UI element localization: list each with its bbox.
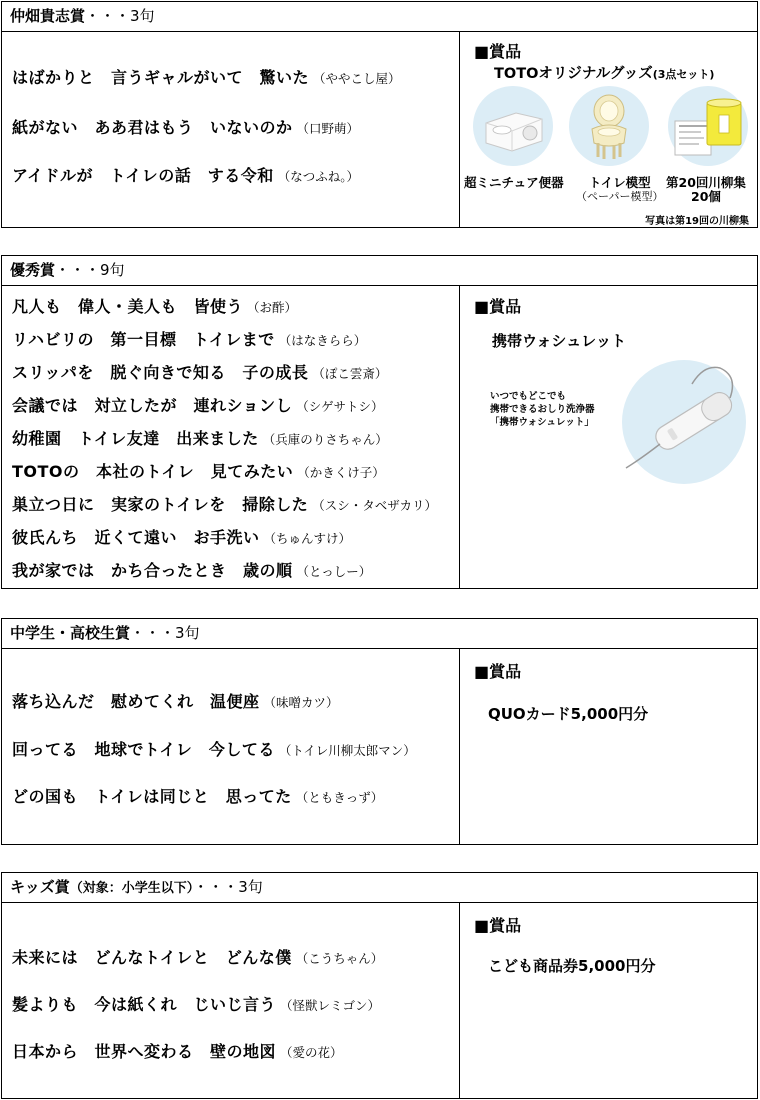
item-label: 超ミニチュア便器 xyxy=(464,175,564,190)
poem-entry xyxy=(12,65,401,88)
miniature-toilet-icon xyxy=(472,85,554,167)
poem-entry xyxy=(12,294,297,317)
washlet-note-line: 携帯できるおしり洗浄器 xyxy=(490,404,595,415)
poem-text: 幼稚園 トイレ友達 出来ました xyxy=(12,429,259,448)
poem-author: （スシ・タベザカリ） xyxy=(312,498,437,513)
poem-text: 凡人も 偉人・美人も 皆使う xyxy=(12,297,244,316)
poem-entry xyxy=(12,525,351,548)
prize-label: ■賞品 xyxy=(474,297,522,316)
section-kids-award xyxy=(1,872,758,1099)
portable-washlet-icon xyxy=(612,358,752,486)
poem-author: （トイレ川柳太郎マン） xyxy=(278,743,416,758)
poem-text: 回ってる 地球でトイレ 今してる xyxy=(12,740,275,759)
poem-author: （シゲサトシ） xyxy=(296,399,384,414)
item-label-note: 20個 xyxy=(691,189,721,204)
poem-author: （なつふね。） xyxy=(277,169,360,184)
item-label xyxy=(576,176,663,204)
poem-author: （怪獣レミゴン） xyxy=(280,998,381,1013)
prize-name: 携帯ウォシュレット xyxy=(492,332,626,350)
section-count: ・・・3句 xyxy=(85,7,155,25)
poem-entry xyxy=(12,327,366,350)
poem-entry xyxy=(12,492,437,515)
poem-list xyxy=(2,32,459,228)
poem-text: 彼氏んち 近くて遠い お手洗い xyxy=(12,528,260,547)
poem-author: （愛の花） xyxy=(280,1045,343,1060)
prize-label: ■賞品 xyxy=(474,42,522,61)
poem-entry xyxy=(12,992,380,1015)
poem-entry xyxy=(12,945,383,968)
poem-entry xyxy=(12,163,359,186)
poem-entry xyxy=(12,558,371,581)
poem-entry xyxy=(12,689,339,712)
prize-name xyxy=(494,62,714,83)
poem-list xyxy=(2,286,459,589)
section-header xyxy=(2,256,757,286)
section-header xyxy=(2,619,757,649)
section-count: ・・・3句 xyxy=(130,624,200,642)
prize-name: QUOカード5,000円分 xyxy=(488,705,649,723)
section-title: 仲畑貴志賞 xyxy=(10,7,86,25)
poem-text: 紙がない ああ君はもう いないのか xyxy=(12,118,293,137)
item-label-note: （ペーパー模型） xyxy=(576,190,664,203)
poem-author: （味噌カツ） xyxy=(263,695,339,710)
poem-entry xyxy=(12,360,387,383)
section-title: 中学生・高校生賞 xyxy=(10,624,131,642)
poem-author: （口野萌） xyxy=(296,121,360,136)
poem-list xyxy=(2,649,459,845)
section-count: ・・・9句 xyxy=(55,261,125,279)
senryu-booklet-icon xyxy=(667,85,749,167)
poem-list xyxy=(2,903,459,1099)
item-label-main: 第20回川柳集 xyxy=(666,175,746,190)
poem-author: （ともきっず） xyxy=(295,790,384,805)
prize-panel xyxy=(459,32,757,228)
poem-text: 我が家では かち合ったとき 歳の順 xyxy=(12,561,293,580)
prize-label: ■賞品 xyxy=(474,662,522,681)
poem-text: 髪よりも 今は紙くれ じいじ言う xyxy=(12,995,277,1014)
poem-author: （ちゅんすけ） xyxy=(263,531,352,546)
poem-text: はばかりと 言うギャルがいて 驚いた xyxy=(12,68,310,87)
item-label-main: トイレ模型 xyxy=(588,175,651,190)
poem-author: （ぽこ雲斎） xyxy=(312,366,388,381)
item-label xyxy=(666,176,746,204)
prize-panel xyxy=(459,903,757,1099)
poem-author: （はなきらら） xyxy=(278,333,367,348)
poem-text: 落ち込んだ 慰めてくれ 温便座 xyxy=(12,692,260,711)
section-header xyxy=(2,2,757,32)
prize-name-note: (3点セット) xyxy=(652,68,715,81)
poem-text: 未来には どんなトイレと どんな僕 xyxy=(12,948,292,967)
poem-author: （こうちゃん） xyxy=(295,951,384,966)
poem-text: アイドルが トイレの話 する令和 xyxy=(12,166,274,185)
prize-name: こども商品券5,000円分 xyxy=(488,957,656,975)
prize-panel xyxy=(459,286,757,589)
paper-toilet-model-icon xyxy=(568,85,650,167)
section-count: ・・・3句 xyxy=(193,878,263,896)
poem-entry xyxy=(12,459,385,482)
section-student-award xyxy=(1,618,758,845)
section-excellence-award xyxy=(1,255,758,589)
poem-author: （兵庫のりさちゃん） xyxy=(262,432,388,447)
poem-entry xyxy=(12,1039,343,1062)
poem-author: （かきくけ子） xyxy=(297,465,385,480)
poem-entry xyxy=(12,393,383,416)
poem-entry xyxy=(12,784,383,807)
poem-text: リハビリの 第一目標 トイレまで xyxy=(12,330,275,349)
poem-text: TOTOの 本社のトイレ 見てみたい xyxy=(12,462,294,481)
washlet-note-line: 「携帯ウォシュレット」 xyxy=(490,417,594,428)
poem-entry xyxy=(12,737,416,760)
poem-text: スリッパを 脱ぐ向きで知る 子の成長 xyxy=(12,363,309,382)
prize-panel xyxy=(459,649,757,845)
poem-author: （とっしー） xyxy=(296,564,372,579)
poem-author: （お酢） xyxy=(247,300,298,315)
washlet-description xyxy=(490,390,595,429)
section-title: 優秀賞 xyxy=(10,261,56,279)
section-header xyxy=(2,873,757,903)
poem-text: 巣立つ日に 実家のトイレを 掃除した xyxy=(12,495,309,514)
poem-entry xyxy=(12,426,388,449)
washlet-note-line: いつでもどこでも xyxy=(490,391,567,402)
prize-label: ■賞品 xyxy=(474,916,522,935)
poem-text: 日本から 世界へ変わる 壁の地図 xyxy=(12,1042,277,1061)
poem-author: （ややこし屋） xyxy=(313,71,401,86)
photo-caption: 写真は第19回の川柳集 xyxy=(645,216,749,227)
section-title: キッズ賞 xyxy=(10,878,70,896)
section-nakahata-award xyxy=(1,1,758,228)
prize-name-text: TOTOオリジナルグッズ xyxy=(494,66,653,82)
section-title-sub: （対象：小学生以下） xyxy=(69,881,194,896)
poem-text: 会議では 対立したが 連れションし xyxy=(12,396,293,415)
poem-entry xyxy=(12,115,359,138)
poem-text: どの国も トイレは同じと 思ってた xyxy=(12,787,292,806)
